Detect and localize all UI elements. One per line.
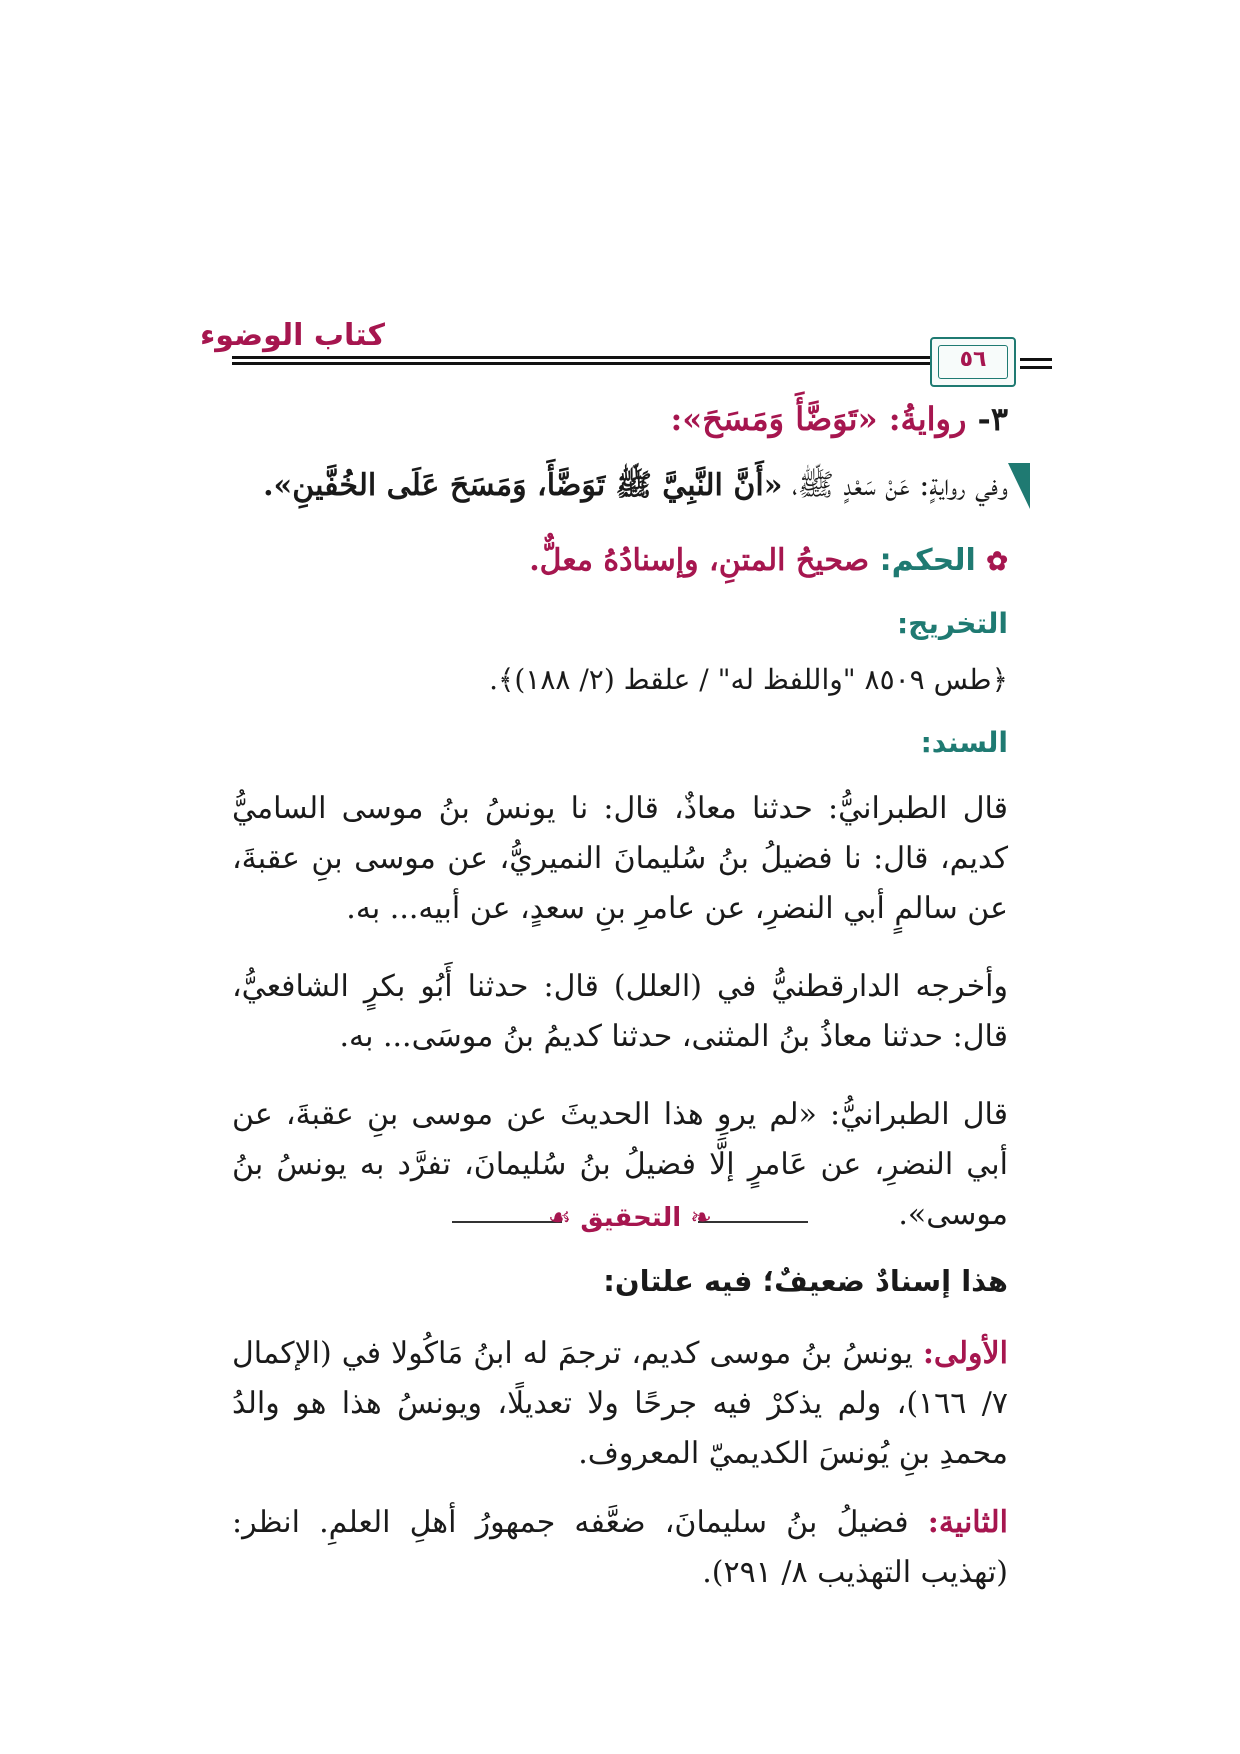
weak-heading: هذا إسنادٌ ضعيفٌ؛ فيه علتان: (603, 1264, 1008, 1298)
corner-ornament-icon (1008, 463, 1030, 509)
header-rule (232, 356, 1008, 359)
heading-number: ٣- (977, 400, 1008, 438)
first-text: يونسُ بنُ موسى كديم، ترجمَ له ابنُ مَاكُولا في (الإكمال ٧/ ١٦٦)، ولم يذكرْ فيه جرحًا ولا تعديلًا، ويونسُ هذا هو والدُ محمدِ بنِ يُونسَ الكديميّ المعروف. (232, 1336, 1008, 1471)
riwaya-line (232, 467, 1008, 510)
sanad-paragraph-3: قال الطبرانيُّ: «لم يروِ هذا الحديثَ عن موسى بنِ عقبةَ، عن أبي النضرِ، عن عَامرٍ إلَّا فضيلُ بنُ سُليمانَ، تفرَّد به يونسُ بنُ موسى». (232, 1097, 1008, 1232)
tahqiq-label: التحقيق (580, 1203, 682, 1233)
page-number-frame (930, 337, 1016, 387)
second-text: فضيلُ بنُ سليمانَ، ضعَّفه جمهورُ أهلِ العلمِ. انظر: (تهذيب التهذيب ٨/ ٢٩١). (232, 1505, 1008, 1590)
sanad-paragraph-2: وأخرجه الدارقطنيُّ في (العلل) قال: حدثنا أَبُو بكرٍ الشافعيُّ، قال: حدثنا معاذُ بنُ المثنى، حدثنا كديمُ بنُ موسَى... به. (232, 969, 1008, 1054)
riwaya-text: «أَنَّ النَّبِيَّ ﷺ تَوَضَّأَ، وَمَسَحَ عَلَى الخُفَّينِ». (263, 468, 783, 503)
second-label: الثانية: (927, 1505, 1008, 1540)
book-title: كتاب الوضوء (199, 318, 385, 353)
page-number: ٥٦ (959, 347, 987, 372)
divider-ornament-icon: ☙ (547, 1203, 581, 1233)
sanad-paragraph-1: قال الطبرانيُّ: حدثنا معاذٌ، قال: نا يونسُ بنُ موسى الساميُّ كديم، قال: نا فضيلُ بنُ سُليمانَ النميريُّ، عن موسى بنِ عقبةَ، عن سالمٍ أبي النضرِ، عن عامرِ بنِ سعدٍ، عن أبيه... به. (232, 791, 1008, 926)
header-rule (1020, 366, 1052, 369)
header-rule (1020, 358, 1052, 361)
heading-quote: «تَوَضَّأَ وَمَسَحَ»: (670, 400, 878, 438)
hukm-ornament-icon: ✿ (986, 547, 1008, 577)
first-label: الأولى: (922, 1336, 1008, 1371)
tahqiq-heading (452, 1203, 808, 1233)
hukm-label: الحكم: (879, 543, 976, 578)
takhrij-heading: التخريج: (896, 607, 1008, 640)
header-rule (232, 362, 1008, 365)
riwaya-intro: وفي روايةٍ: عَنْ سَعْدٍ ﷺ، (792, 468, 1008, 503)
section-heading (232, 400, 1008, 438)
hukm-line (232, 543, 1008, 578)
heading-label: روايةُ: (888, 400, 967, 438)
hukm-value: صحيحُ المتنِ، وإسنادُهُ معلٌّ. (529, 543, 870, 578)
first-illa (232, 1329, 1008, 1479)
sanad-heading: السند: (920, 726, 1008, 759)
tahqiq-divider (452, 1203, 808, 1237)
takhrij-text: ﴿طس ٨٥٠٩ "واللفظ له" / علقط (٢/ ١٨٨)﴾. (489, 663, 1008, 696)
divider-ornament-icon: ❧ (681, 1203, 712, 1233)
second-illa (232, 1498, 1008, 1598)
